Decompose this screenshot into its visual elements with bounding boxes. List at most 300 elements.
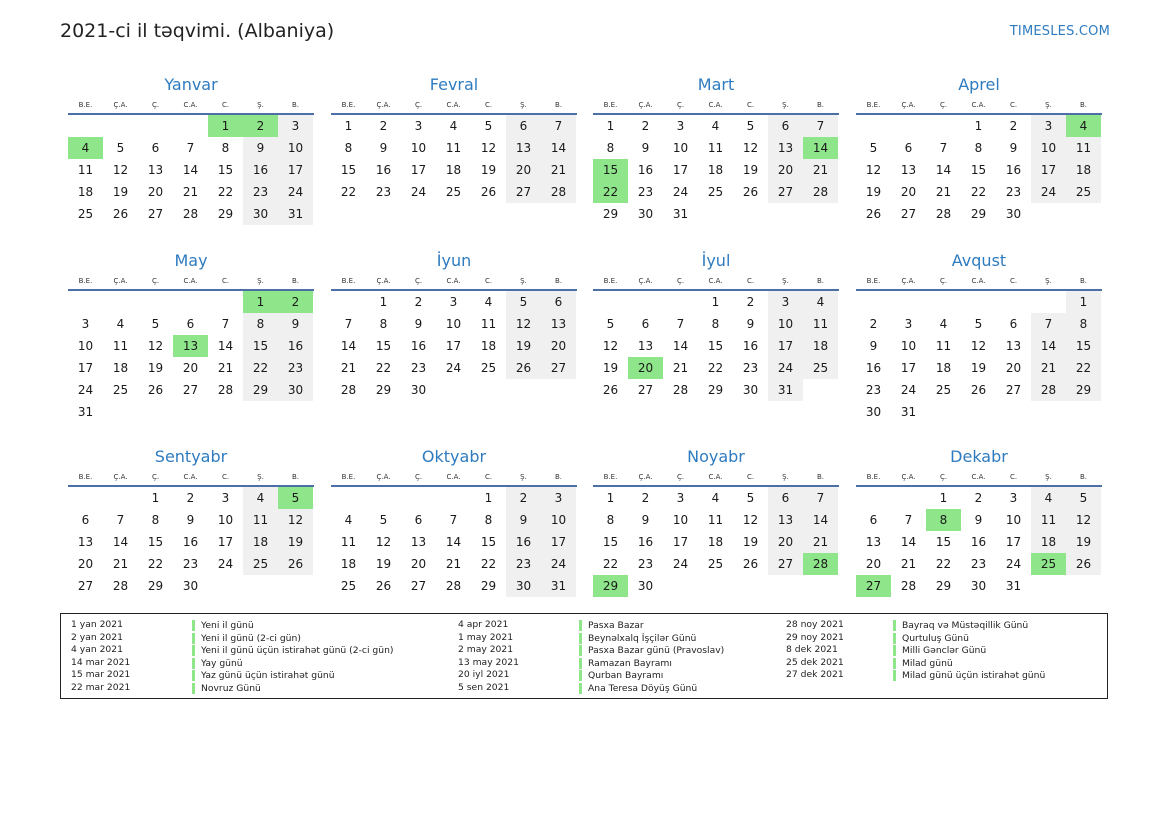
holiday-row: [458, 632, 838, 645]
day-cell: 26: [602, 383, 619, 397]
day-cell: 27: [147, 207, 164, 221]
month-dekabr: [856, 445, 1102, 597]
day-cell: 29: [217, 207, 234, 221]
day-empty: [401, 487, 436, 509]
day-cell: 22: [147, 557, 164, 571]
day-cell: 27: [768, 553, 803, 575]
day-cell: 12: [278, 509, 313, 531]
month-i̇yul: [593, 249, 839, 401]
weekday-label: Ç.A.: [638, 277, 653, 285]
day-cell: 24: [672, 185, 689, 199]
weekday-label: C.A.: [708, 473, 723, 481]
holiday-name: Yay günü: [192, 658, 243, 669]
day-cell: 3: [278, 115, 313, 137]
holiday-date: 4 apr 2021: [458, 619, 509, 630]
day-cell: 21: [112, 557, 129, 571]
weekday-label: Ş.: [782, 473, 789, 481]
weekday-label: Ç.: [676, 101, 685, 109]
day-cell: 7: [344, 317, 353, 331]
weekday-label: B.: [554, 277, 563, 285]
day-cell: 13: [768, 137, 803, 159]
day-cell: 6: [768, 115, 803, 137]
day-empty: [663, 291, 698, 313]
day-cell: 7: [186, 141, 195, 155]
day-cell: 24: [410, 185, 427, 199]
day-cell: 18: [1031, 531, 1066, 553]
day-cell: 6: [869, 513, 878, 527]
day-cell: 10: [77, 339, 94, 353]
day-cell: 28: [217, 383, 234, 397]
day-cell: 25: [707, 557, 724, 571]
day-grid: [68, 115, 314, 225]
holiday-column: [458, 619, 838, 694]
holiday-date: 2 yan 2021: [71, 631, 123, 643]
day-cell: 19: [970, 361, 987, 375]
day-cell: 3: [449, 295, 458, 309]
day-cell: 13: [410, 535, 427, 549]
day-cell: 8: [974, 141, 983, 155]
day-cell: 30: [637, 579, 654, 593]
weekday-label: C.A.: [446, 277, 461, 285]
day-cell: 5: [116, 141, 125, 155]
day-cell: 11: [1066, 137, 1101, 159]
holiday-day-cell: 8: [926, 509, 961, 531]
day-cell: 11: [707, 513, 724, 527]
day-cell: 30: [742, 383, 759, 397]
month-name: Sentyabr: [154, 447, 228, 466]
day-grid: [593, 291, 839, 401]
day-cell: 7: [116, 513, 125, 527]
day-cell: 26: [480, 185, 497, 199]
weekday-label: B.E.: [78, 277, 93, 285]
day-cell: 19: [1066, 531, 1101, 553]
weekday-label: C.: [1009, 101, 1018, 109]
holiday-date: 22 mar 2021: [71, 681, 131, 693]
weekday-label: B.: [816, 277, 825, 285]
day-cell: 17: [77, 361, 94, 375]
weekday-label: Ç.A.: [113, 101, 128, 109]
holiday-row: [786, 644, 1096, 657]
brand-link[interactable]: TIMESLES.COM: [1009, 24, 1110, 39]
weekday-label: C.: [746, 277, 755, 285]
weekday-label: C.A.: [446, 473, 461, 481]
weekday-label: Ç.A.: [376, 277, 391, 285]
day-cell: 20: [77, 557, 94, 571]
day-empty: [68, 291, 103, 313]
weekday-label: B.E.: [341, 473, 356, 481]
day-cell: 27: [506, 181, 541, 203]
day-cell: 21: [672, 361, 689, 375]
day-cell: 18: [1066, 159, 1101, 181]
day-cell: 15: [217, 163, 234, 177]
day-cell: 1: [151, 491, 160, 505]
weekday-label: Ş.: [520, 101, 527, 109]
holiday-name: Yeni il günü (2-ci gün): [192, 633, 301, 644]
day-cell: 20: [147, 185, 164, 199]
day-cell: 27: [410, 579, 427, 593]
day-cell: 18: [77, 185, 94, 199]
holiday-date: 15 mar 2021: [71, 669, 131, 680]
month-fevral: [331, 73, 577, 203]
day-cell: 10: [410, 141, 427, 155]
weekday-label: Ş.: [782, 101, 789, 109]
day-cell: 20: [182, 361, 199, 375]
day-empty: [331, 487, 366, 509]
holiday-name: Pasxa Bazar günü (Pravoslav): [579, 645, 724, 656]
day-cell: 30: [506, 575, 541, 597]
day-cell: 9: [506, 509, 541, 531]
day-cell: 16: [243, 159, 278, 181]
day-cell: 10: [1031, 137, 1066, 159]
weekday-label: Ş.: [1045, 473, 1052, 481]
day-cell: 12: [506, 313, 541, 335]
day-cell: 4: [116, 317, 125, 331]
day-cell: 17: [1031, 159, 1066, 181]
weekday-label: C.A.: [708, 277, 723, 285]
day-cell: 11: [480, 317, 497, 331]
day-cell: 23: [637, 557, 654, 571]
day-cell: 24: [900, 383, 917, 397]
weekday-label: Ç.A.: [376, 101, 391, 109]
day-cell: 12: [602, 339, 619, 353]
day-grid: [331, 487, 577, 597]
day-cell: 2: [974, 491, 983, 505]
weekday-label: Ç.: [414, 473, 423, 481]
day-cell: 24: [768, 357, 803, 379]
day-cell: 8: [711, 317, 720, 331]
day-cell: 12: [1066, 509, 1101, 531]
day-cell: 22: [243, 357, 278, 379]
day-cell: 20: [768, 531, 803, 553]
weekday-label: Ç.A.: [638, 473, 653, 481]
day-cell: 29: [970, 207, 987, 221]
day-grid: [593, 115, 839, 225]
holiday-row: [786, 619, 1096, 632]
weekday-label: Ş.: [520, 473, 527, 481]
day-cell: 6: [641, 317, 650, 331]
day-cell: 4: [243, 487, 278, 509]
day-cell: 20: [410, 557, 427, 571]
weekday-header: [856, 471, 1102, 487]
day-cell: 16: [1005, 163, 1022, 177]
day-cell: 8: [344, 141, 353, 155]
holiday-day-cell: 25: [1031, 553, 1066, 575]
day-empty: [593, 291, 628, 313]
weekday-label: B.E.: [866, 473, 881, 481]
day-cell: 8: [484, 513, 493, 527]
holiday-date: 25 dek 2021: [786, 656, 844, 668]
day-cell: 24: [217, 557, 234, 571]
weekday-header: [331, 99, 577, 115]
weekday-header: [856, 275, 1102, 291]
day-cell: 20: [900, 185, 917, 199]
day-cell: 14: [1031, 335, 1066, 357]
day-grid: [331, 115, 577, 203]
day-empty: [1031, 291, 1066, 313]
day-cell: 20: [1005, 361, 1022, 375]
day-cell: 19: [112, 185, 129, 199]
weekday-label: C.: [484, 277, 493, 285]
day-cell: 9: [974, 513, 983, 527]
day-cell: 24: [672, 557, 689, 571]
day-cell: 21: [541, 159, 576, 181]
weekday-label: B.E.: [341, 101, 356, 109]
day-cell: 28: [1031, 379, 1066, 401]
day-cell: 23: [637, 185, 654, 199]
day-cell: 11: [243, 509, 278, 531]
holiday-name: Yeni il günü üçün istirahət günü (2-ci gün): [192, 645, 393, 656]
month-sentyabr: [68, 445, 314, 597]
month-mart: [593, 73, 839, 225]
day-cell: 13: [637, 339, 654, 353]
day-cell: 17: [217, 535, 234, 549]
day-cell: 29: [147, 579, 164, 593]
weekday-label: Ç.A.: [113, 473, 128, 481]
month-may: [68, 249, 314, 423]
holiday-date: 29 noy 2021: [786, 631, 844, 643]
day-cell: 21: [182, 185, 199, 199]
day-cell: 3: [541, 487, 576, 509]
holiday-row: [71, 619, 451, 632]
day-cell: 9: [278, 313, 313, 335]
day-empty: [628, 291, 663, 313]
day-empty: [173, 291, 208, 313]
weekday-label: B.E.: [866, 101, 881, 109]
holiday-day-cell: 4: [68, 137, 103, 159]
day-empty: [891, 291, 926, 313]
holiday-name: Yeni il günü: [192, 620, 254, 631]
holiday-row: [71, 644, 451, 657]
weekday-label: C.: [1009, 277, 1018, 285]
holiday-row: [786, 669, 1096, 682]
day-cell: 25: [243, 553, 278, 575]
day-empty: [891, 115, 926, 137]
day-cell: 28: [445, 579, 462, 593]
day-cell: 13: [77, 535, 94, 549]
day-cell: 30: [637, 207, 654, 221]
holiday-day-cell: 22: [593, 181, 628, 203]
day-cell: 2: [186, 491, 195, 505]
holiday-date: 13 may 2021: [458, 656, 519, 668]
weekday-label: B.: [554, 473, 563, 481]
holiday-day-cell: 20: [628, 357, 663, 379]
holiday-day-cell: 15: [593, 159, 628, 181]
day-cell: 16: [375, 163, 392, 177]
day-cell: 24: [1031, 181, 1066, 203]
month-name: İyun: [436, 251, 472, 270]
day-cell: 7: [676, 317, 685, 331]
day-cell: 26: [375, 579, 392, 593]
day-cell: 21: [900, 557, 917, 571]
day-empty: [208, 291, 243, 313]
day-empty: [68, 487, 103, 509]
weekday-label: C.: [746, 101, 755, 109]
holiday-day-cell: 2: [278, 291, 313, 313]
day-cell: 15: [602, 535, 619, 549]
day-cell: 1: [379, 295, 388, 309]
weekday-label: B.: [816, 101, 825, 109]
weekday-label: Ç.: [676, 277, 685, 285]
holiday-name: Yaz günü üçün istirahət günü: [192, 670, 335, 681]
day-grid: [593, 487, 839, 597]
weekday-label: C.: [221, 101, 230, 109]
weekday-header: [68, 275, 314, 291]
day-cell: 23: [865, 383, 882, 397]
day-cell: 6: [414, 513, 423, 527]
day-cell: 10: [672, 513, 689, 527]
day-cell: 21: [935, 185, 952, 199]
month-oktyabr: [331, 445, 577, 597]
day-cell: 1: [484, 491, 493, 505]
month-name: Noyabr: [687, 447, 745, 466]
holiday-date: 1 yan 2021: [71, 619, 123, 630]
day-cell: 11: [803, 313, 838, 335]
holiday-date: 8 dek 2021: [786, 644, 838, 655]
day-grid: [856, 487, 1102, 597]
day-cell: 25: [480, 361, 497, 375]
day-cell: 26: [970, 383, 987, 397]
day-cell: 6: [768, 487, 803, 509]
holiday-name: Pasxa Bazar: [579, 620, 644, 631]
holiday-date: 27 dek 2021: [786, 669, 844, 680]
day-cell: 10: [217, 513, 234, 527]
month-avqust: [856, 249, 1102, 423]
holiday-row: [458, 682, 838, 695]
weekday-label: C.A.: [183, 277, 198, 285]
day-cell: 5: [506, 291, 541, 313]
day-cell: 6: [151, 141, 160, 155]
day-cell: 12: [112, 163, 129, 177]
weekday-label: Ş.: [257, 473, 264, 481]
day-cell: 5: [746, 491, 755, 505]
day-cell: 12: [480, 141, 497, 155]
day-cell: 19: [865, 185, 882, 199]
weekday-label: Ş.: [520, 277, 527, 285]
weekday-label: B.E.: [341, 277, 356, 285]
day-grid: [856, 291, 1102, 423]
holiday-date: 1 may 2021: [458, 631, 514, 643]
day-cell: 8: [243, 313, 278, 335]
day-cell: 9: [414, 317, 423, 331]
weekday-label: C.A.: [183, 101, 198, 109]
weekday-label: C.A.: [971, 473, 986, 481]
day-cell: 11: [445, 141, 462, 155]
weekday-label: Ç.: [151, 101, 160, 109]
day-cell: 16: [278, 335, 313, 357]
day-cell: 11: [707, 141, 724, 155]
day-cell: 23: [182, 557, 199, 571]
day-cell: 2: [641, 119, 650, 133]
weekday-label: Ç.A.: [901, 277, 916, 285]
holiday-row: [458, 669, 838, 682]
day-cell: 14: [112, 535, 129, 549]
day-cell: 15: [340, 163, 357, 177]
holiday-day-cell: 28: [803, 553, 838, 575]
holiday-date: 5 sen 2021: [458, 681, 510, 693]
weekday-label: C.: [746, 473, 755, 481]
day-cell: 20: [865, 557, 882, 571]
day-cell: 3: [1031, 115, 1066, 137]
day-cell: 3: [676, 491, 685, 505]
day-empty: [436, 487, 471, 509]
day-cell: 8: [606, 513, 615, 527]
holiday-day-cell: 2: [243, 115, 278, 137]
day-cell: 12: [742, 513, 759, 527]
day-cell: 28: [935, 207, 952, 221]
holiday-day-cell: 29: [593, 575, 628, 597]
day-cell: 16: [865, 361, 882, 375]
holiday-name: Milad günü: [893, 658, 953, 669]
day-cell: 25: [803, 357, 838, 379]
day-cell: 4: [711, 119, 720, 133]
day-cell: 23: [243, 181, 278, 203]
day-cell: 21: [445, 557, 462, 571]
day-cell: 19: [375, 557, 392, 571]
day-cell: 4: [1031, 487, 1066, 509]
weekday-label: Ç.: [939, 277, 948, 285]
weekday-label: Ç.A.: [901, 473, 916, 481]
holiday-name: Qurtuluş Günü: [893, 633, 969, 644]
day-cell: 11: [77, 163, 94, 177]
day-cell: 9: [186, 513, 195, 527]
day-cell: 1: [1066, 291, 1101, 313]
weekday-label: Ş.: [1045, 101, 1052, 109]
day-empty: [366, 487, 401, 509]
day-cell: 26: [865, 207, 882, 221]
day-cell: 27: [541, 357, 576, 379]
day-cell: 3: [904, 317, 913, 331]
day-cell: 29: [375, 383, 392, 397]
day-cell: 17: [1005, 535, 1022, 549]
day-cell: 25: [340, 579, 357, 593]
day-empty: [926, 115, 961, 137]
day-cell: 7: [803, 487, 838, 509]
weekday-label: C.: [484, 473, 493, 481]
weekday-label: Ç.A.: [376, 473, 391, 481]
weekday-label: B.E.: [603, 101, 618, 109]
day-cell: 10: [445, 317, 462, 331]
holiday-name: Novruz Günü: [192, 683, 261, 694]
day-cell: 3: [221, 491, 230, 505]
day-cell: 20: [541, 335, 576, 357]
weekday-label: B.: [1079, 473, 1088, 481]
weekday-label: B.: [291, 473, 300, 481]
weekday-label: Ç.: [939, 101, 948, 109]
day-cell: 7: [939, 141, 948, 155]
day-cell: 21: [1031, 357, 1066, 379]
holiday-day-cell: 14: [803, 137, 838, 159]
day-cell: 14: [672, 339, 689, 353]
weekday-label: B.: [554, 101, 563, 109]
day-cell: 5: [151, 317, 160, 331]
day-cell: 2: [1009, 119, 1018, 133]
holiday-name: Milad günü üçün istirahət günü: [893, 670, 1045, 681]
holiday-name: Bayraq və Müstəqillik Günü: [893, 620, 1028, 631]
day-empty: [68, 115, 103, 137]
day-cell: 16: [970, 535, 987, 549]
day-cell: 30: [410, 383, 427, 397]
day-cell: 5: [974, 317, 983, 331]
weekday-label: B.E.: [78, 101, 93, 109]
day-cell: 31: [1005, 579, 1022, 593]
day-cell: 9: [243, 137, 278, 159]
holiday-day-cell: 5: [278, 487, 313, 509]
day-cell: 22: [217, 185, 234, 199]
day-empty: [926, 291, 961, 313]
day-cell: 11: [340, 535, 357, 549]
month-name: Oktyabr: [421, 447, 487, 466]
day-cell: 4: [449, 119, 458, 133]
